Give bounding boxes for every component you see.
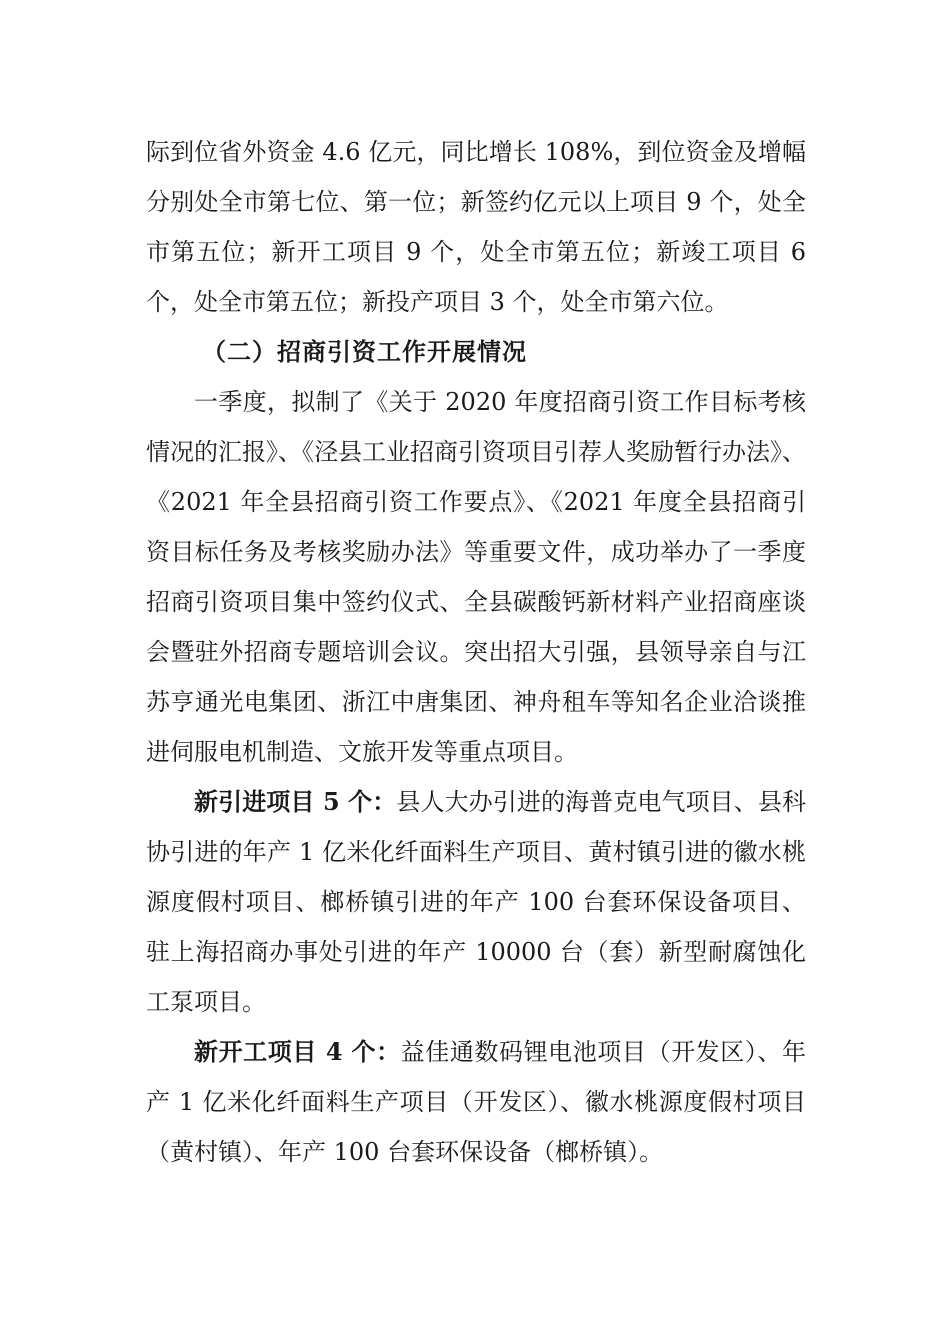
started-projects-body: 益佳通数码锂电池项目（开发区）、年产 1 亿米化纤面料生产项目（开发区）、徽水桃源度假村项目（黄村镇）、年产 100 台套环保设备（榔桥镇）。 <box>146 1038 807 1166</box>
paragraph-work-summary: 一季度，拟制了《关于 2020 年度招商引资工作目标考核情况的汇报》、《泾县工业招商引资项目引荐人奖励暂行办法》、《2021 年全县招商引资工作要点》、《2021 年度全县招商引资目标任务及考核奖励办法》等重要文件，成功举办了一季度招商引资项目集中签约仪式、全县碳酸钙新材料产业招商座谈会暨驻外招商专题培训会议。突出招大引强，县领导亲自与江苏亨通光电集团、浙江中唐集团、神舟租车等知名企业洽谈推进伺服电机制造、文旅开发等重点项目。 <box>146 388 806 766</box>
new-projects-lead: 新引进项目 5 个： <box>194 787 397 816</box>
paragraph-investment-results: 际到位省外资金 4.6 亿元，同比增长 108%，到位资金及增幅分别处全市第七位、第一位；新签约亿元以上项目 9 个，处全市第五位；新开工项目 9 个，处全市第五位；新竣工项目 6 个，处全市第五位；新投产项目 3 个，处全市第六位。 <box>146 138 806 316</box>
paragraph-started-projects <box>146 1027 806 1177</box>
started-projects-lead: 新开工项目 4 个： <box>194 1037 401 1066</box>
section-heading: （二）招商引资工作开展情况 <box>202 337 527 366</box>
paragraph-new-projects <box>146 777 806 1027</box>
document-page <box>146 127 806 1177</box>
new-projects-body: 县人大办引进的海普克电气项目、县科协引进的年产 1 亿米化纤面料生产项目、黄村镇引进的徽水桃源度假村项目、榔桥镇引进的年产 100 台套环保设备项目、驻上海招商办事处引进的年产 10000 台（套）新型耐腐蚀化工泵项目。 <box>146 788 806 1016</box>
